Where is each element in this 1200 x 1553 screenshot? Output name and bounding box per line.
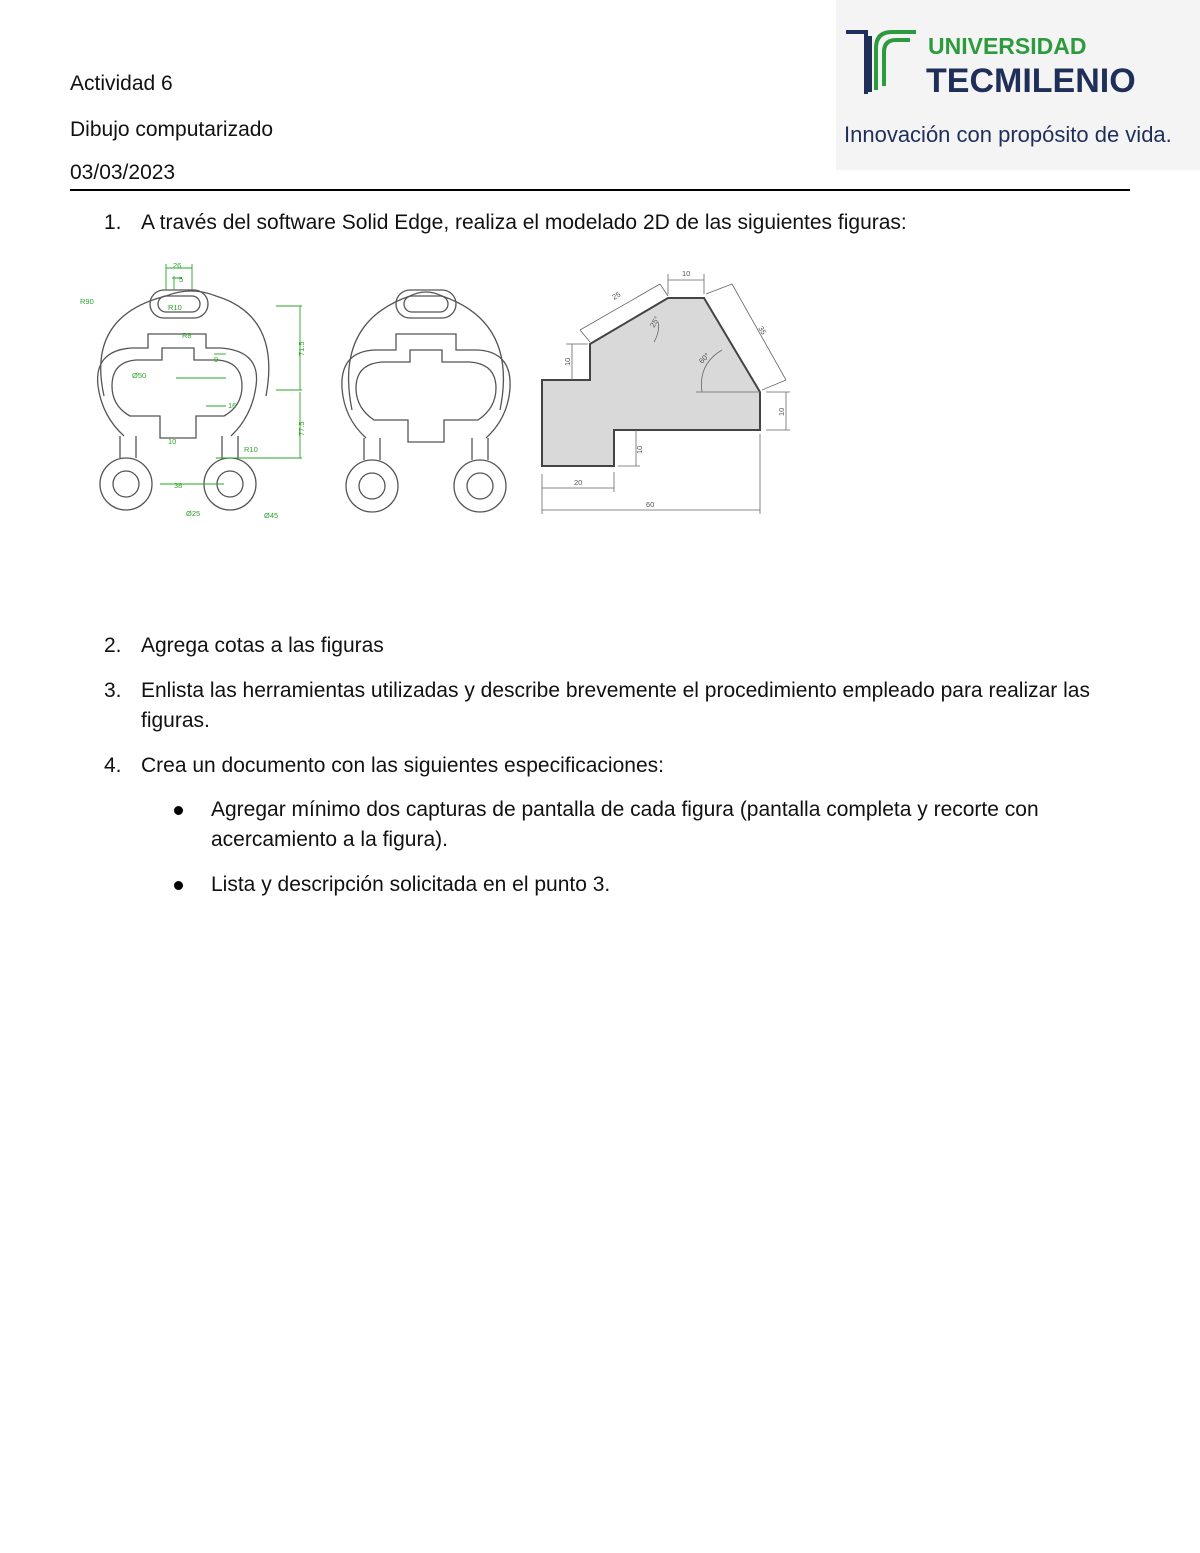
dim-label: R10 <box>168 303 182 312</box>
dim-label: 26 <box>173 261 182 270</box>
dim-label: 60 <box>646 500 655 509</box>
item-number: 1. <box>104 211 122 234</box>
dim-label: Ø25 <box>186 509 201 518</box>
dim-label: R10 <box>244 445 258 454</box>
logo-tagline: Innovación con propósito de vida. <box>844 122 1172 147</box>
dim-label: 16 <box>228 401 237 410</box>
date: 03/03/2023 <box>70 161 176 184</box>
header-divider <box>70 189 1130 191</box>
bullet-text: Agregar mínimo dos capturas de pantalla de cada figura (pantalla completa y recorte con acercamiento a la figura). <box>211 798 1039 851</box>
activity-title: Actividad 6 <box>70 72 173 95</box>
dim-label: 25° <box>647 314 662 329</box>
logo-word1: UNIVERSIDAD <box>928 33 1087 59</box>
course-name: Dibujo computarizado <box>70 118 274 141</box>
dim-label: R8 <box>182 331 192 340</box>
item-text: Agrega cotas a las figuras <box>141 634 384 657</box>
dim-label: Ø50 <box>132 371 147 380</box>
figure-2-outline-drawing <box>326 280 526 522</box>
dim-label: 9 <box>214 355 219 364</box>
dim-label: 60° <box>697 351 712 366</box>
dim-label: Ø45 <box>264 511 279 520</box>
bullet-text: Lista y descripción solicitada en el punto 3. <box>211 873 611 896</box>
dim-label: 10 <box>168 437 177 446</box>
item-number: 4. <box>104 754 122 777</box>
item-text: Crea un documento con las siguientes especificaciones: <box>141 754 664 777</box>
item-number: 2. <box>104 634 122 657</box>
dim-label: R90 <box>80 297 94 306</box>
logo-word2: TECMILENIO <box>926 62 1136 100</box>
dim-label: 35 <box>756 324 769 337</box>
dim-label: 77.5 <box>297 421 306 436</box>
figure-3-stepped-profile <box>536 264 798 516</box>
item-text: A través del software Solid Edge, realiza el modelado 2D de las siguientes figuras: <box>141 211 907 234</box>
dim-label: 5 <box>179 275 184 284</box>
dim-label: 25 <box>610 289 623 302</box>
dim-label: 10 <box>635 445 644 454</box>
bullet-icon <box>174 881 183 890</box>
dim-label: 10 <box>777 407 786 416</box>
item-text: Enlista las herramientas utilizadas y describe brevemente el procedimiento empleado para realizar las figuras. <box>141 679 1090 732</box>
dim-label: 71.5 <box>297 341 306 356</box>
item-number: 3. <box>104 679 122 702</box>
figure-1-dimensioned-drawing <box>76 256 306 522</box>
dim-label: 10 <box>682 269 691 278</box>
bullet-icon <box>174 806 183 815</box>
dim-label: 38 <box>174 481 183 490</box>
dim-label: 10 <box>563 357 572 366</box>
university-logo <box>836 0 1200 170</box>
dim-label: 20 <box>574 478 583 487</box>
